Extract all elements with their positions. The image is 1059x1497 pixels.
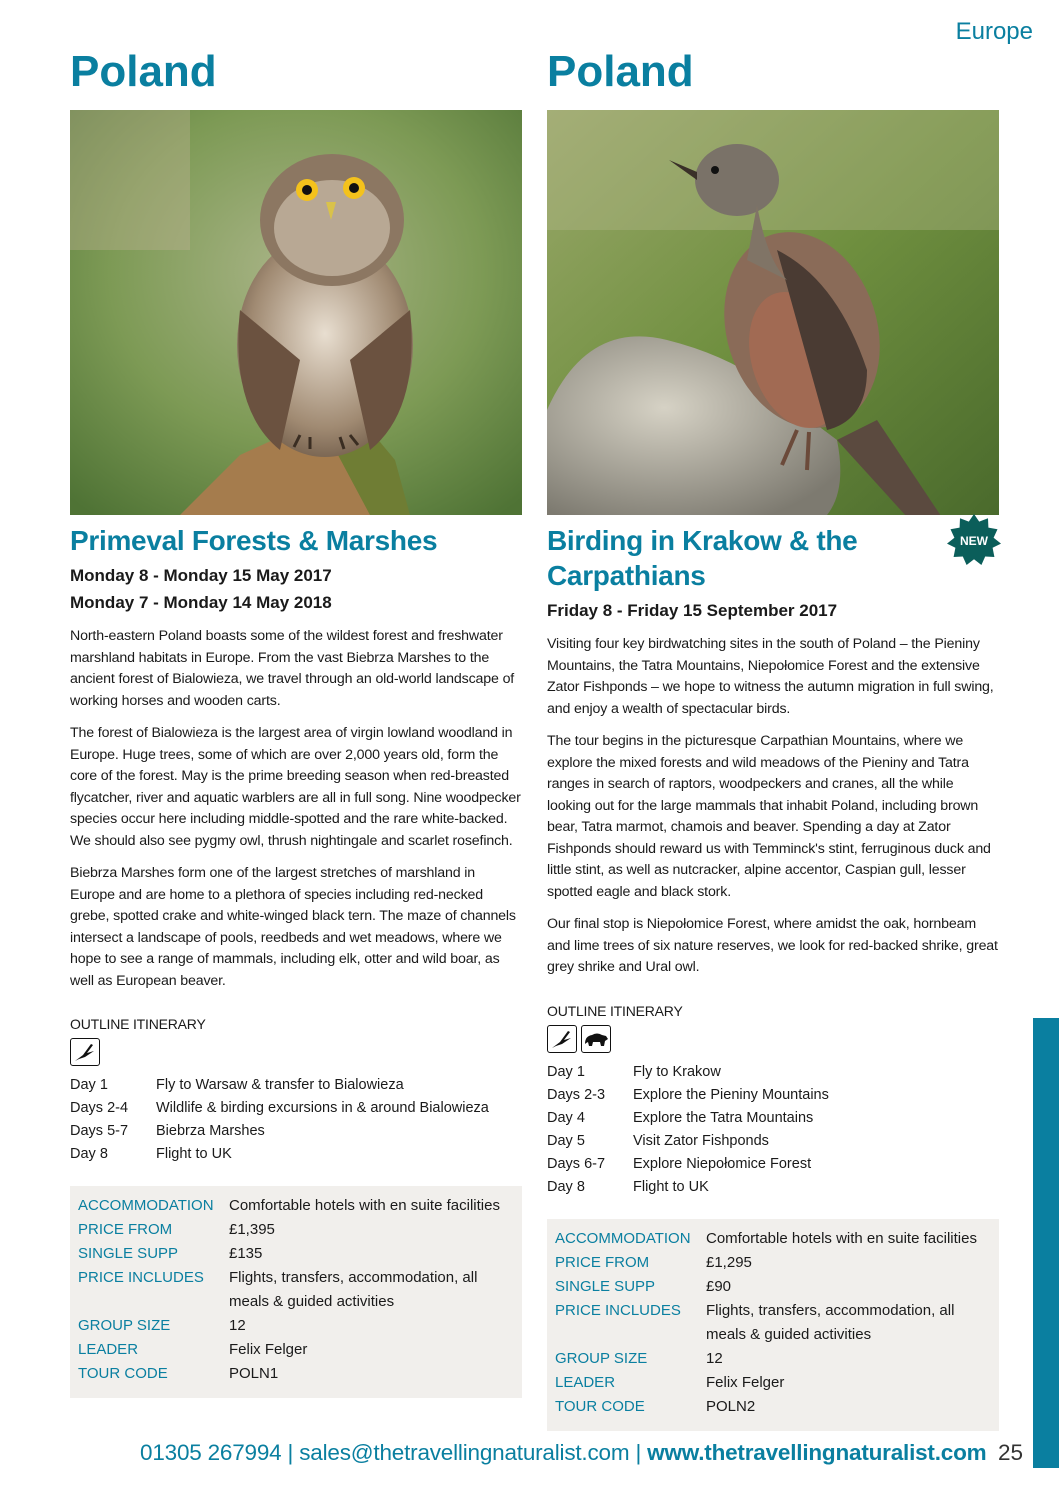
info-key: GROUP SIZE bbox=[78, 1317, 171, 1334]
itinerary-day: Days 6-7 bbox=[547, 1155, 606, 1172]
info-key: PRICE INCLUDES bbox=[78, 1269, 204, 1286]
description-paragraph: Biebrza Marshes form one of the largest stretches of marshland in Europe and are home to a plethora of species including red-necked grebe, spotted crake and white-winged black tern. The maze of channels intersect a landscape of pools, reedbeds and wet meadows, where we hope to see a range of mammals, including elk, otter and wild boar, as well as European beaver. bbox=[70, 865, 516, 989]
info-value: Comfortable hotels with en suite facilities bbox=[706, 1229, 977, 1247]
new-badge-label: NEW bbox=[960, 534, 988, 548]
description-paragraph: The tour begins in the picturesque Carpathian Mountains, where we explore the mixed forests and wild meadows of the Pieniny and Tatra ranges in search of raptors, woodpeckers and cranes, all the while looking out for the large mammals that inhabit Poland, including brown bear, Tatra marmot, chamois and beaver. Spending a day at Zator Fishponds should reward us with Temminck's stint, ferruginous duck and little stint, as well as nutcracker, alpine accentor, Caspian gull, lesser spotted eagle and black stork. bbox=[547, 733, 991, 900]
info-key: GROUP SIZE bbox=[555, 1349, 648, 1367]
info-row bbox=[555, 1251, 991, 1275]
itinerary-label: OUTLINE ITINERARY bbox=[70, 1016, 206, 1032]
itinerary-row bbox=[70, 1074, 522, 1097]
info-row bbox=[555, 1227, 991, 1251]
itinerary-icons bbox=[547, 1025, 999, 1053]
itinerary-day: Day 4 bbox=[547, 1109, 585, 1126]
side-tab-bar bbox=[1033, 1018, 1059, 1468]
itinerary-desc: Fly to Krakow bbox=[633, 1063, 721, 1080]
itinerary-list bbox=[70, 1074, 522, 1166]
bear-icon bbox=[581, 1025, 611, 1053]
footer-phone: 01305 267994 bbox=[140, 1440, 282, 1465]
info-key: SINGLE SUPP bbox=[78, 1245, 179, 1262]
info-row bbox=[78, 1314, 514, 1338]
itinerary-day: Days 2-4 bbox=[70, 1100, 129, 1116]
footer-separator: | bbox=[281, 1440, 300, 1465]
info-value: £1,295 bbox=[706, 1253, 752, 1271]
itinerary-desc: Explore the Pieniny Mountains bbox=[633, 1086, 829, 1103]
info-row bbox=[78, 1266, 514, 1314]
itinerary-desc: Fly to Warsaw & transfer to Bialowieza bbox=[156, 1077, 404, 1093]
info-row bbox=[78, 1218, 514, 1242]
info-row bbox=[78, 1242, 514, 1266]
info-key: TOUR CODE bbox=[78, 1365, 168, 1382]
new-badge bbox=[947, 514, 1001, 568]
country-heading: Poland bbox=[70, 47, 217, 96]
pygmy-owl-photo bbox=[70, 110, 522, 515]
bird-icon bbox=[70, 1038, 100, 1066]
info-value: POLN2 bbox=[706, 1397, 756, 1415]
info-row bbox=[78, 1338, 514, 1362]
info-value: Flights, transfers, accommodation, all meals & guided activities bbox=[229, 1269, 478, 1310]
description-paragraph: Visiting four key birdwatching sites in the south of Poland – the Pieniny Mountains, the Tatra Mountains, Niepołomice Forest and the extensive Zator Fishponds – we hope to witness the autumn migration in full swing, and enjoy a wealth of spectacular birds. bbox=[547, 636, 994, 717]
description-paragraph: North-eastern Poland boasts some of the wildest forest and freshwater marshland habitats in Europe. From the vast Biebrza Marshes to the ancient forest of Bialowieza, we travel through an old-world landscape of working horses and wooden carts. bbox=[70, 628, 515, 709]
tour-date: Monday 7 - Monday 14 May 2018 bbox=[70, 593, 332, 612]
description-paragraph: The forest of Bialowieza is the largest area of virgin lowland woodland in Europe. Huge trees, some of which are over 2,000 years old, form the core of the forest. May is the prime breeding season when red-breasted flycatcher, river and aquatic warblers are all in full song. Nine woodpecker species occur here including middle-spotted and the rare white-backed. We should also see pygmy owl, thrush nightingale and scarlet rosefinch. bbox=[70, 725, 521, 849]
tour-title: Primeval Forests & Marshes bbox=[70, 525, 438, 556]
alpine-accentor-photo bbox=[547, 110, 999, 515]
page-number: 25 bbox=[997, 1440, 1023, 1465]
itinerary-day: Day 8 bbox=[547, 1178, 585, 1195]
itinerary-day: Day 1 bbox=[70, 1077, 108, 1093]
itinerary-label: OUTLINE ITINERARY bbox=[547, 1002, 683, 1019]
tour-dates bbox=[70, 562, 522, 616]
info-key: PRICE INCLUDES bbox=[555, 1301, 681, 1319]
tour-date: Monday 8 - Monday 15 May 2017 bbox=[70, 566, 332, 585]
itinerary-day: Day 1 bbox=[547, 1063, 585, 1080]
itinerary-row bbox=[547, 1176, 999, 1199]
itinerary-desc: Flight to UK bbox=[156, 1146, 232, 1162]
info-key: ACCOMMODATION bbox=[555, 1229, 691, 1247]
info-value: Comfortable hotels with en suite facilities bbox=[229, 1197, 500, 1214]
info-key: PRICE FROM bbox=[555, 1253, 650, 1271]
itinerary-row bbox=[70, 1120, 522, 1143]
itinerary-desc: Biebrza Marshes bbox=[156, 1123, 265, 1139]
itinerary-row bbox=[547, 1153, 999, 1176]
footer-contact bbox=[140, 1440, 986, 1466]
footer-separator: | bbox=[629, 1440, 648, 1465]
info-value: Felix Felger bbox=[229, 1341, 308, 1358]
info-value: 12 bbox=[706, 1349, 723, 1367]
itinerary-row bbox=[70, 1097, 522, 1120]
info-value: Felix Felger bbox=[706, 1373, 785, 1391]
info-key: SINGLE SUPP bbox=[555, 1277, 656, 1295]
itinerary-desc: Flight to UK bbox=[633, 1178, 709, 1195]
info-row bbox=[555, 1371, 991, 1395]
info-value: £135 bbox=[229, 1245, 263, 1262]
itinerary-day: Day 5 bbox=[547, 1132, 585, 1149]
tour-info-panel bbox=[70, 1186, 522, 1398]
itinerary-day: Days 2-3 bbox=[547, 1086, 606, 1103]
itinerary-day: Days 5-7 bbox=[70, 1123, 129, 1139]
tour-column-right bbox=[547, 46, 999, 1431]
info-key: LEADER bbox=[555, 1373, 616, 1391]
info-key: ACCOMMODATION bbox=[78, 1197, 214, 1214]
info-row bbox=[555, 1299, 991, 1347]
footer-email[interactable]: sales@thetravellingnaturalist.com bbox=[299, 1440, 630, 1465]
info-row bbox=[78, 1194, 514, 1218]
info-value: POLN1 bbox=[229, 1365, 279, 1382]
footer-website[interactable]: www.thetravellingnaturalist.com bbox=[647, 1440, 987, 1465]
info-key: TOUR CODE bbox=[555, 1397, 645, 1415]
itinerary-icons bbox=[70, 1038, 522, 1066]
tour-info-panel bbox=[547, 1219, 999, 1431]
itinerary-row bbox=[547, 1061, 999, 1084]
tour-title: Birding in Krakow & the Carpathians bbox=[547, 525, 858, 591]
itinerary-desc: Visit Zator Fishponds bbox=[633, 1132, 769, 1149]
info-row bbox=[555, 1347, 991, 1371]
info-row bbox=[555, 1275, 991, 1299]
tour-date: Friday 8 - Friday 15 September 2017 bbox=[547, 601, 838, 620]
description-paragraph: Our final stop is Niepołomice Forest, where amidst the oak, hornbeam and lime trees of six nature reserves, we look for red-backed shrike, great grey shrike and Ural owl. bbox=[547, 916, 998, 975]
info-row bbox=[78, 1362, 514, 1386]
itinerary-row bbox=[547, 1130, 999, 1153]
info-value: £90 bbox=[706, 1277, 732, 1295]
tour-column-left bbox=[70, 46, 522, 1398]
info-value: Flights, transfers, accommodation, all meals & guided activities bbox=[706, 1301, 955, 1343]
country-heading: Poland bbox=[547, 47, 694, 96]
info-value: 12 bbox=[229, 1317, 246, 1334]
info-key: PRICE FROM bbox=[78, 1221, 173, 1238]
itinerary-day: Day 8 bbox=[70, 1146, 108, 1162]
info-key: LEADER bbox=[78, 1341, 139, 1358]
bird-icon bbox=[547, 1025, 577, 1053]
info-value: £1,395 bbox=[229, 1221, 275, 1238]
itinerary-row bbox=[547, 1084, 999, 1107]
itinerary-row bbox=[70, 1143, 522, 1166]
itinerary-list bbox=[547, 1061, 999, 1199]
info-row bbox=[555, 1395, 991, 1419]
itinerary-desc: Explore Niepołomice Forest bbox=[633, 1155, 812, 1172]
itinerary-desc: Explore the Tatra Mountains bbox=[633, 1109, 814, 1126]
tour-dates bbox=[547, 597, 999, 624]
region-label: Europe bbox=[955, 18, 1033, 45]
itinerary-desc: Wildlife & birding excursions in & around Bialowieza bbox=[156, 1100, 489, 1116]
itinerary-row bbox=[547, 1107, 999, 1130]
